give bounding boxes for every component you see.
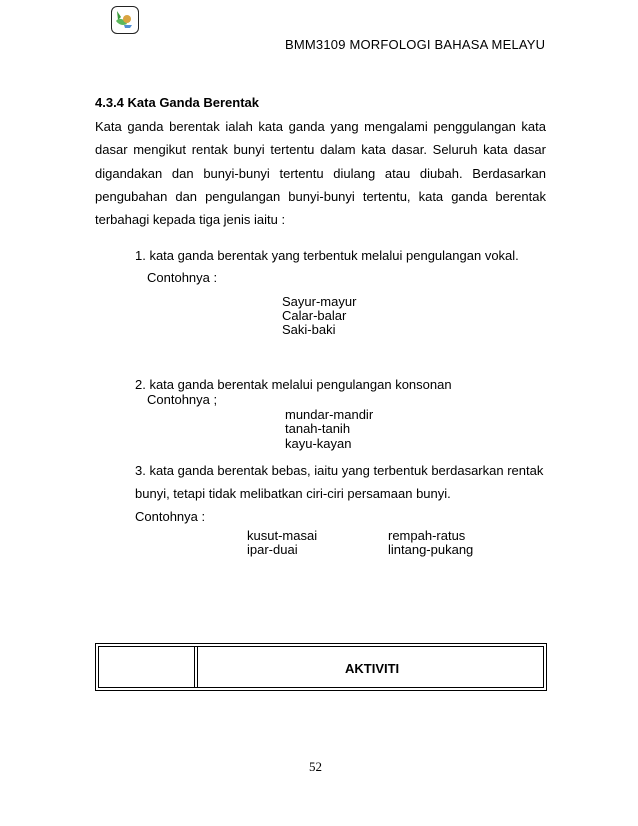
activity-table-inner-border [98,646,544,688]
item-3-heading-continued: bunyi, tetapi tidak melibatkan ciri-ciri persamaan bunyi. [135,486,451,501]
example-word: Saki-baki [282,322,336,337]
item-3-heading: 3. kata ganda berentak bebas, iaitu yang terbentuk berdasarkan rentak [135,463,544,478]
course-header: BMM3109 MORFOLOGI BAHASA MELAYU [285,37,546,52]
section-paragraph [95,115,546,231]
example-word: mundar-mandir [285,407,374,422]
activity-label: AKTIVITI [345,661,400,676]
activity-table-divider [197,647,198,687]
item-2-example-label: Contohnya ; [147,392,218,407]
example-word: Calar-balar [282,308,347,323]
item-1-heading: 1. kata ganda berentak yang terbentuk melalui pengulangan vokal. [135,248,519,263]
example-word: ipar-duai [247,542,298,557]
example-word: tanah-tanih [285,421,351,436]
example-word: kayu-kayan [285,436,352,451]
item-2-heading: 2. kata ganda berentak melalui pengulangan konsonan [135,377,452,392]
paragraph-line: dasar mengikut rentak bunyi tertentu dalam kata dasar. Seluruh kata dasar [95,142,546,158]
example-word: lintang-pukang [388,542,474,557]
example-word: rempah-ratus [388,528,466,543]
item-1-example-label: Contohnya : [147,270,218,285]
paragraph-line: Kata ganda berentak ialah kata ganda yang mengalami penggulangan kata [95,119,546,134]
institute-logo-icon [111,6,139,34]
item-3-example-label: Contohnya : [135,509,206,524]
paragraph-line: pengubahan dan pengulangan bunyi-bunyi tertentu, kata ganda berentak [95,188,546,204]
activity-table-divider [194,647,195,687]
section-title: 4.3.4 Kata Ganda Berentak [95,95,260,110]
paragraph-line: terbahagi kepada tiga jenis iaitu : [95,212,286,228]
paragraph-line: digandakan dan bunyi-bunyi tertentu diulang atau diubah. Berdasarkan [95,165,546,181]
example-word: Sayur-mayur [282,294,357,309]
example-word: kusut-masai [247,528,318,543]
page-number: 52 [309,759,322,774]
activity-table [95,643,547,691]
